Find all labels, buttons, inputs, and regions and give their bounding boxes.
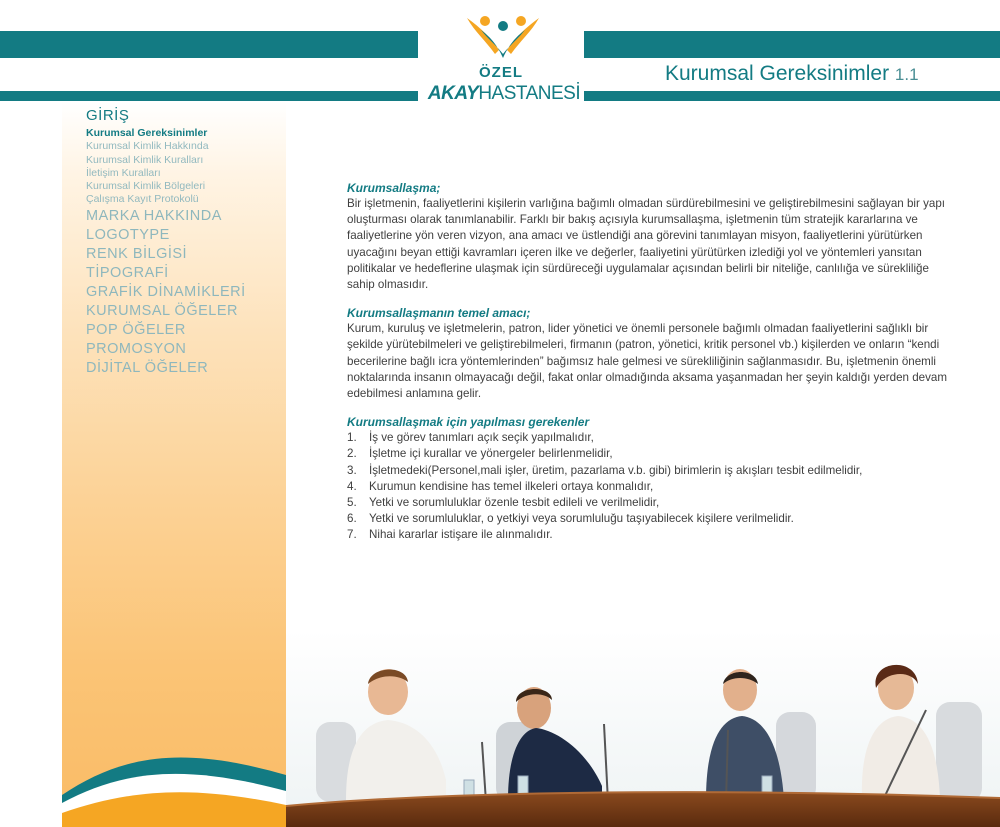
list-item-number: 5.: [347, 496, 357, 510]
list-item: [347, 446, 947, 462]
list-item-text: Kurumun kendisine has temel ilkeleri ortaya konmalıdır,: [369, 479, 654, 493]
list-item-text: İş ve görev tanımları açık seçik yapılmalıdır,: [369, 431, 594, 445]
nav-item-kurumsal-gereksinimler[interactable]: Kurumsal Gereksinimler: [86, 127, 208, 139]
section-text-temel-amac: Kurum, kuruluş ve işletmelerin, patron, lider yönetici ve önemli personele bağımlı olmadan faaliyetlerini sağlıklı bir şekilde yürütebilmeleri ve geliştirebilmeleri, firmanın (patron, yönetici, kritik personel vb.) kişilerden ve onların “kendi becerilerine bağlı icra yöntemlerinden” bağımsız hale gelmesi ve sürekliliğinin sağlanmasıdır. Bu, işletmenin önemli noktalarında insanın olmayacağı değil, fakat onlar olmadığında aksama yaşanmadan her şeyin kaldığı yerden devam edebilmesi anlamına gelir.: [347, 322, 948, 401]
list-item-number: 6.: [347, 512, 357, 526]
nav-item-kurumsal-kimlik-kurallari[interactable]: Kurumsal Kimlik Kuralları: [86, 153, 204, 166]
list-item-number: 1.: [347, 431, 357, 445]
nav-item-kurumsal-kimlik-hakkinda[interactable]: Kurumsal Kimlik Hakkında: [86, 140, 209, 153]
sidebar-nav: [86, 108, 286, 378]
page-title: [665, 62, 919, 86]
logo-akay-text: AKAY: [427, 83, 479, 104]
nav-section-pop-ogeler[interactable]: POP ÖĞELER: [86, 321, 186, 338]
list-item: [347, 527, 947, 543]
list-item-text: İşletme içi kurallar ve yönergeler belirlenmelidir,: [369, 447, 613, 461]
logo-hospital-name: [424, 83, 584, 105]
nav-section-kurumsal-ogeler[interactable]: KURUMSAL ÖĞELER: [86, 302, 238, 319]
section-heading-kurumsallasma: Kurumsallaşma;: [347, 181, 441, 195]
list-item: [347, 495, 947, 511]
nav-section-giris[interactable]: GİRİŞ: [86, 107, 130, 124]
nav-section-logotype[interactable]: LOGOTYPE: [86, 226, 170, 243]
nav-section-marka-hakkinda[interactable]: MARKA HAKKINDA: [86, 207, 222, 224]
section-heading-yapilmasi-gerekenler: Kurumsallaşmak için yapılması gerekenler: [347, 415, 590, 430]
nav-section-dijital-ogeler[interactable]: DİJİTAL ÖĞELER: [86, 359, 209, 376]
list-item-text: Yetki ve sorumluluklar, o yetkiyi veya sorumluluğu taşıyabilecek kişilere verilmelidir.: [369, 512, 794, 526]
nav-section-renk-bilgisi[interactable]: RENK BİLGİSİ: [86, 245, 188, 262]
list-item: [347, 479, 947, 495]
list-item-text: Yetki ve sorumluluklar özenle tesbit edileli ve verilmelidir,: [369, 496, 660, 510]
nav-section-grafik-dinamikleri[interactable]: GRAFİK DİNAMİKLERİ: [86, 283, 246, 300]
logo-ozel-text: ÖZEL: [479, 64, 523, 81]
list-item: [347, 430, 947, 446]
page-title-text: Kurumsal Gereksinimler: [665, 62, 890, 85]
list-item-number: 3.: [347, 463, 357, 477]
list-item-number: 2.: [347, 447, 357, 461]
page-title-number: 1.1: [894, 65, 919, 84]
list-item-text: İşletmedeki(Personel,mali işler, üretim, pazarlama v.b. gibi) birimlerin iş akışları tesbit edilmelidir,: [369, 463, 863, 477]
requirements-list: [347, 430, 947, 543]
nav-item-kurumsal-kimlik-bolgeleri[interactable]: Kurumsal Kimlik Bölgeleri: [86, 180, 206, 193]
nav-item-calisma-kayit-protokolu[interactable]: Çalışma Kayıt Protokolü: [86, 193, 199, 206]
list-item-number: 7.: [347, 528, 357, 542]
list-item: [347, 463, 947, 479]
hospital-logo[interactable]: [418, 14, 584, 106]
list-item-text: Nihai kararlar istişare ile alınmalıdır.: [369, 528, 553, 542]
list-item: [347, 511, 947, 527]
list-item-number: 4.: [347, 479, 357, 493]
nav-section-tipografi[interactable]: TİPOGRAFİ: [86, 264, 169, 281]
people-logo-icon: [463, 14, 543, 62]
section-heading-temel-amac: Kurumsallaşmanın temel amacı;: [347, 306, 531, 321]
section-text-kurumsallasma: Bir işletmenin, faaliyetlerini kişilerin varlığına bağımlı olmadan sürdürebilmesini ve geliştirebilmesini sağlayan bir yapı oluşturması olarak tanımlanabilir. Farklı bir bakış açısıyla kurumsallaşma, işletmenin tüm stratejik kararlarına ve faaliyetlerine yön veren vizyon, ana amacı ve üstlendiği ana görevini tanımlayan misyon, faaliyetlerini yürütürken uyacağını beyan ettiği kavramları içeren ilke ve değerler, faaliyetini yürütürken izlediği yol ve yöntemleri yansıtan politikalar ve hedeflerine ulaşmak için sürdüreceği uygulamalar açısından belirli bir niteliğe, canlılığa ve sürekliliğe sahip olmasıdır.: [347, 197, 945, 292]
meeting-illustration: [286, 630, 1000, 827]
sidebar-wave-decoration: [62, 735, 286, 827]
main-content: [347, 180, 947, 544]
nav-section-promosyon[interactable]: PROMOSYON: [86, 340, 187, 357]
nav-item-iletisim-kurallari[interactable]: İletişim Kuralları: [86, 166, 161, 179]
logo-hastanesi-text: HASTANESİ: [478, 83, 581, 104]
